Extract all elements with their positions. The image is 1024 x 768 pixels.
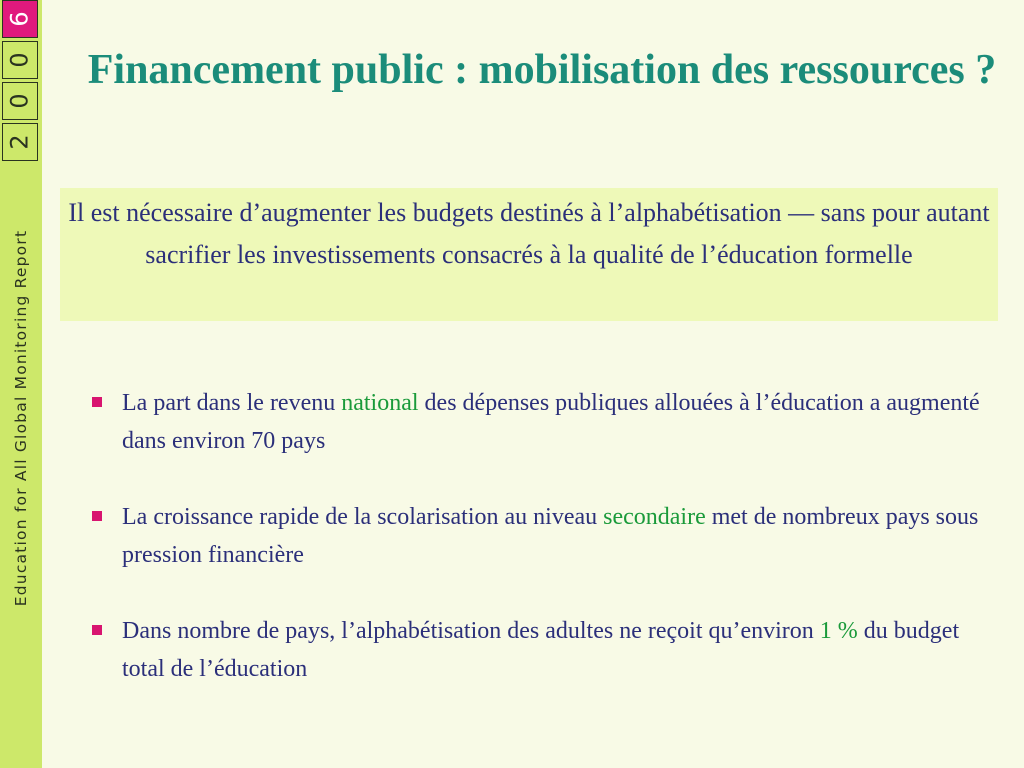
bullet-item: [92, 498, 992, 574]
year-digit-box: [2, 123, 38, 161]
year-digit-box: [2, 0, 38, 38]
bullet-highlight: 1 %: [819, 618, 858, 644]
year-digit-box: [2, 82, 38, 120]
bullet-text: Dans nombre de pays, l’alphabétisation des adultes ne reçoit qu’environ: [122, 618, 820, 644]
bullet-text: La part dans le revenu: [122, 390, 342, 416]
year-digit: 0: [6, 52, 34, 68]
bullet-text: des dépenses publiques allouées à l’éducation a augmenté dans environ 70 pays: [122, 390, 980, 454]
bullet-text: met de nombreux pays sous pression financière: [122, 504, 979, 568]
bullet-square-icon: [92, 625, 102, 635]
year-digit-box: [2, 41, 38, 79]
sidebar-band: [0, 0, 42, 768]
year-digit: 6: [6, 11, 34, 27]
bullet-square-icon: [92, 397, 102, 407]
bullet-square-icon: [92, 511, 102, 521]
bullet-highlight: national: [341, 390, 419, 416]
report-name: Education for All Global Monitoring Report: [12, 229, 30, 607]
bullet-text: du budget total de l’éducation: [122, 618, 960, 682]
callout-box: [60, 188, 998, 321]
bullet-item: [92, 384, 992, 460]
bullet-list: [92, 384, 992, 726]
bullet-highlight: secondaire: [603, 504, 706, 530]
slide-title: Financement public : mobilisation des ressources ?: [87, 47, 997, 93]
callout-text: Il est nécessaire d’augmenter les budgets destinés à l’alphabétisation — sans pour autant sacrifier les investissements consacrés à la qualité de l’éducation formelle: [68, 198, 990, 269]
bullet-text: La croissance rapide de la scolarisation au niveau: [122, 504, 604, 530]
bullet-item: [92, 612, 992, 688]
year-digit: 0: [6, 93, 34, 109]
year-digit: 2: [6, 134, 34, 150]
